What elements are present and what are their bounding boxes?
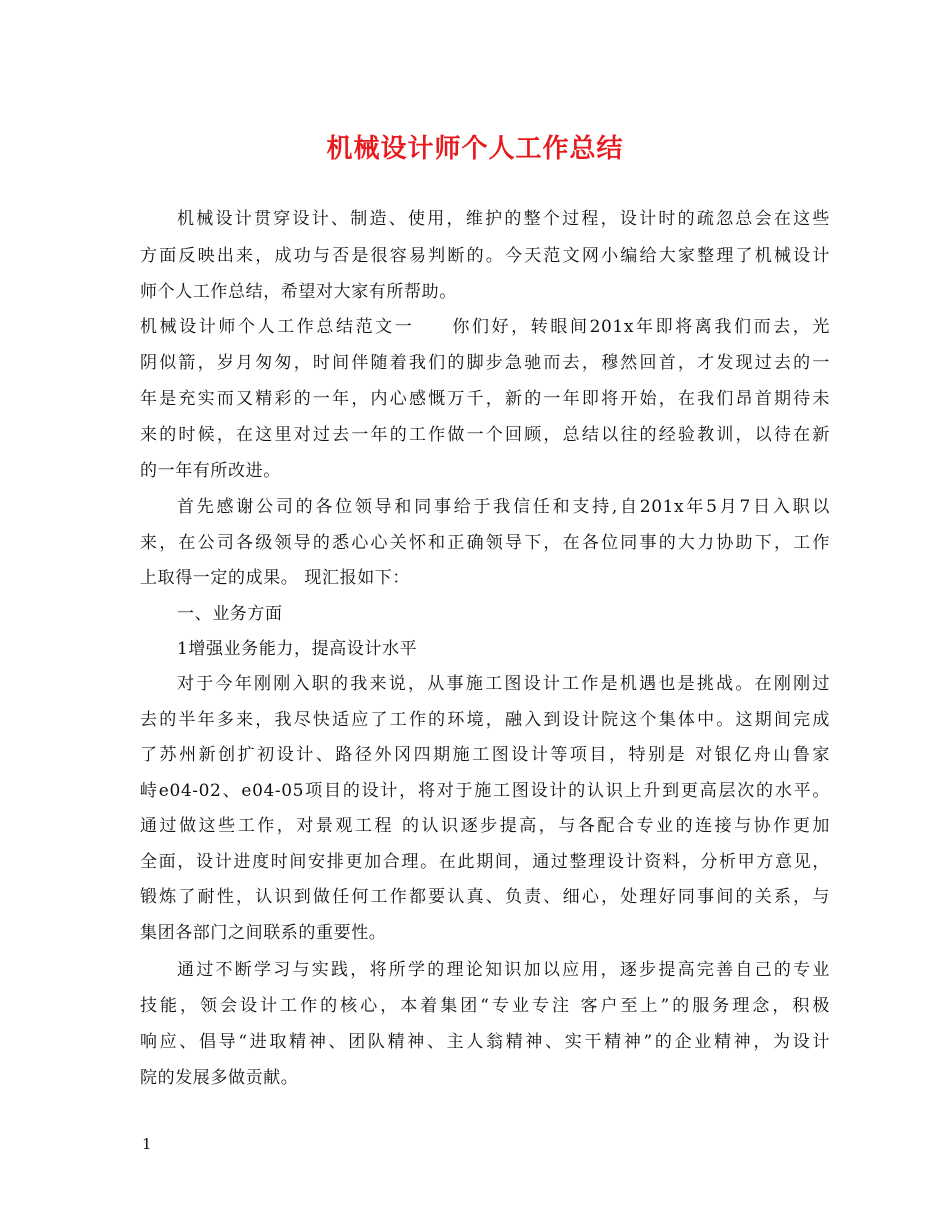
paragraph-line: 了苏州新创扩初设计、路径外冈四期施工图设计等项目，特别是 对银亿舟山鲁家 (140, 745, 830, 765)
paragraph-line: 机械设计贯穿设计、制造、使用，维护的整个过程，设计时的疏忽总会在这些 (177, 209, 830, 229)
paragraph-line: 来，在公司各级领导的悉心心关怀和正确领导下，在各位同事的大力协助下，工作 (140, 533, 830, 553)
paragraph-line: 技能，领会设计工作的核心，本着集团“专业专注 客户至上”的服务理念，积极 (140, 996, 830, 1016)
paragraph-line: 阴似箭，岁月匆匆，时间伴随着我们的脚步急驰而去，穆然回首，才发现过去的一 (140, 353, 830, 373)
paragraph-line: 去的半年多来，我尽快适应了工作的环境，融入到设计院这个集体中。这期间完成 (140, 710, 830, 730)
paragraph-line: 集团各部门之间联系的重要性。 (140, 923, 387, 943)
paragraph-line: 响应、倡导“进取精神、团队精神、主人翁精神、实干精神”的企业精神，为设计 (140, 1032, 830, 1052)
paragraph-line: 师个人工作总结，希望对大家有所帮助。 (140, 282, 457, 302)
document-title: 机械设计师个人工作总结 (326, 134, 624, 164)
paragraph-line: 全面，设计进度时间安排更加合理。在此期间，通过整理设计资料，分析甲方意见， (140, 852, 830, 872)
list-subheading: 1增强业务能力，提高设计水平 (177, 639, 418, 659)
paragraph-line: 方面反映出来，成功与否是很容易判断的。今天范文网小编给大家整理了机械设计 (140, 246, 830, 266)
paragraph-line: 来的时候，在这里对过去一年的工作做一个回顾，总结以往的经验教训，以待在新 (140, 425, 830, 445)
paragraph-line: 锻炼了耐性，认识到做任何工作都要认真、负责、细心，处理好同事间的关系，与 (140, 887, 830, 907)
paragraph-line: 的一年有所改进。 (140, 461, 281, 481)
paragraph-line: 年是充实而又精彩的一年，内心感慨万千，新的一年即将开始，在我们昂首期待未 (140, 389, 830, 409)
page-number: 1 (142, 1135, 152, 1153)
paragraph-line: 上取得一定的成果。 现汇报如下： (140, 568, 411, 588)
paragraph-line: 通过做这些工作，对景观工程 的认识逐步提高，与各配合专业的连接与协作更加 (140, 816, 830, 836)
paragraph-line: 通过不断学习与实践，将所学的理论知识加以应用，逐步提高完善自己的专业 (177, 960, 830, 980)
paragraph-line: 峙e04-02、e04-05项目的设计，将对于施工图设计的认识上升到更高层次的水平。 (140, 781, 830, 801)
list-heading: 一、业务方面 (177, 604, 283, 624)
paragraph-text: 你们好，转眼间201x年即将离我们而去，光 (450, 317, 830, 337)
paragraph-line: 院的发展多做贡献。 (140, 1068, 299, 1088)
paragraph-line: 对于今年刚刚入职的我来说，从事施工图设计工作是机遇也是挑战。在刚刚过 (177, 674, 830, 694)
paragraph-line: 首先感谢公司的各位领导和同事给于我信任和支持,自201x年5月7日入职以 (177, 497, 830, 517)
section-heading-line (140, 314, 830, 340)
section-heading: 机械设计师个人工作总结范文一 (140, 317, 415, 337)
